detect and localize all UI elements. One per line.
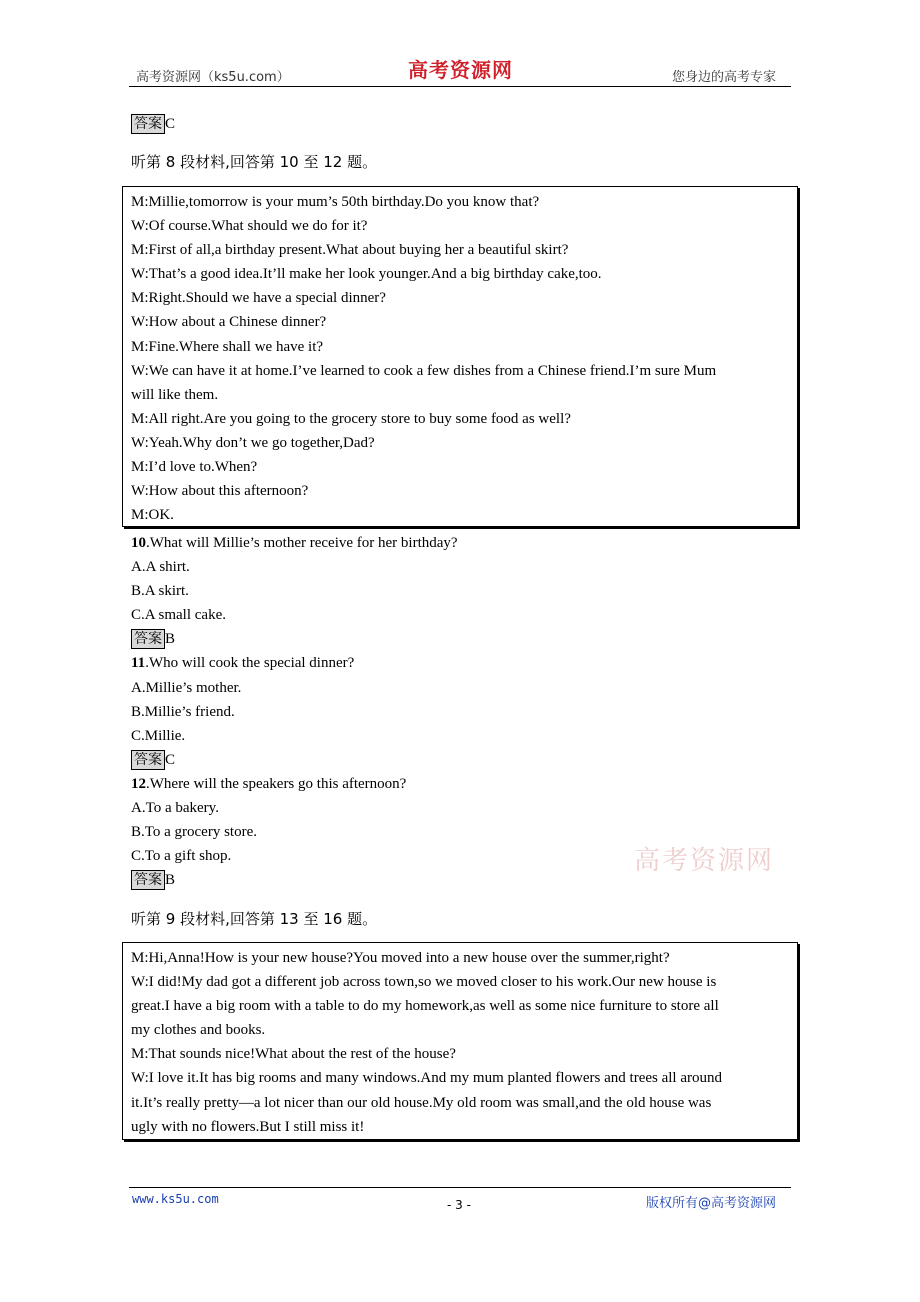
question-text: .Where will the speakers go this afternoon?	[146, 775, 407, 792]
question-text: .What will Millie’s mother receive for her birthday?	[146, 535, 458, 551]
dialogue-line: it.It’s really pretty—a lot nicer than our old house.My old room was small,and the old house was	[131, 1094, 712, 1111]
dialogue-line: W:I did!My dad got a different job across town,so we moved closer to his work.Our new house is	[131, 974, 717, 991]
option: C.Millie.	[131, 727, 186, 744]
question-number: 10	[131, 535, 146, 551]
question-11	[131, 651, 771, 675]
dialogue-line: M:That sounds nice!What about the rest of the house?	[131, 1046, 456, 1063]
section-9-heading: 听第 9 段材料,回答第 13 至 16 题。	[131, 910, 378, 928]
answer-line	[131, 748, 771, 772]
option: C.A small cake.	[131, 607, 226, 624]
dialogue-line: W:I love it.It has big rooms and many windows.And my mum planted flowers and trees all around	[131, 1070, 722, 1087]
dialogue-line: ugly with no flowers.But I still miss it!	[131, 1118, 365, 1135]
question-text: .Who will cook the special dinner?	[145, 655, 355, 672]
answer-badge: 答案	[131, 750, 165, 770]
option: A.Millie’s mother.	[131, 679, 242, 696]
answer-value: B	[165, 631, 176, 648]
answer-line-prev	[131, 114, 175, 134]
footer-copyright: 版权所有@高考资源网	[646, 1196, 777, 1211]
question-number: 11	[131, 655, 146, 672]
footer-site-link[interactable]: www.ks5u.com	[132, 1192, 219, 1206]
questions-section-8	[131, 531, 771, 892]
dialogue-line: W:Yeah.Why don’t we go together,Dad?	[131, 434, 375, 451]
dialogue-line: M:All right.Are you going to the grocery store to buy some food as well?	[131, 410, 571, 427]
answer-badge: 答案	[131, 629, 165, 649]
dialogue-line: W:We can have it at home.I’ve learned to cook a few dishes from a Chinese friend.I’m sure Mum	[131, 362, 717, 379]
option: C.To a gift shop.	[131, 848, 232, 865]
header-site-name: 高考资源网（ks5u.com）	[136, 70, 290, 85]
footer-divider	[129, 1187, 791, 1188]
answer-badge: 答案	[131, 114, 165, 134]
dialogue-line: W:How about a Chinese dinner?	[131, 314, 327, 331]
answer-value: B	[165, 872, 176, 889]
page-number: - 3 -	[447, 1198, 471, 1212]
header-slogan: 您身边的高考专家	[672, 70, 777, 85]
dialogue-line: M:I’d love to.When?	[131, 459, 258, 476]
dialogue-line: M:First of all,a birthday present.What about buying her a beautiful skirt?	[131, 242, 569, 259]
dialogue-line: M:Hi,Anna!How is your new house?You moved into a new house over the summer,right?	[131, 950, 670, 966]
dialogue-line: will like them.	[131, 386, 219, 403]
dialogue-line: W:How about this afternoon?	[131, 483, 309, 500]
dialogue-line: M:OK.	[131, 507, 174, 524]
dialogue-line: my clothes and books.	[131, 1022, 266, 1039]
question-12	[131, 772, 771, 796]
answer-value: C	[165, 116, 176, 132]
section-9-transcript	[122, 942, 798, 1140]
dialogue-line: W:That’s a good idea.It’ll make her look younger.And a big birthday cake,too.	[131, 266, 602, 283]
header-divider	[129, 86, 791, 87]
question-10	[131, 531, 771, 555]
option: B.Millie’s friend.	[131, 703, 235, 720]
answer-badge: 答案	[131, 870, 165, 890]
dialogue-line: M:Millie,tomorrow is your mum’s 50th birthday.Do you know that?	[131, 194, 540, 210]
answer-value: C	[165, 751, 176, 768]
section-8-transcript	[122, 186, 798, 527]
section-8-heading: 听第 8 段材料,回答第 10 至 12 题。	[131, 153, 378, 171]
header-logo: 高考资源网	[408, 58, 513, 82]
option: A.To a bakery.	[131, 800, 219, 817]
dialogue-line: M:Fine.Where shall we have it?	[131, 338, 324, 355]
dialogue-line: M:Right.Should we have a special dinner?	[131, 290, 386, 307]
watermark-logo: 高考资源网	[634, 846, 775, 876]
dialogue-line: W:Of course.What should we do for it?	[131, 218, 368, 235]
option: B.To a grocery store.	[131, 824, 257, 841]
option: A.A shirt.	[131, 559, 190, 576]
answer-line	[131, 627, 771, 651]
dialogue-line: great.I have a big room with a table to do my homework,as well as some nice furniture to store all	[131, 998, 719, 1015]
option: B.A skirt.	[131, 583, 189, 600]
question-number: 12	[131, 775, 146, 792]
